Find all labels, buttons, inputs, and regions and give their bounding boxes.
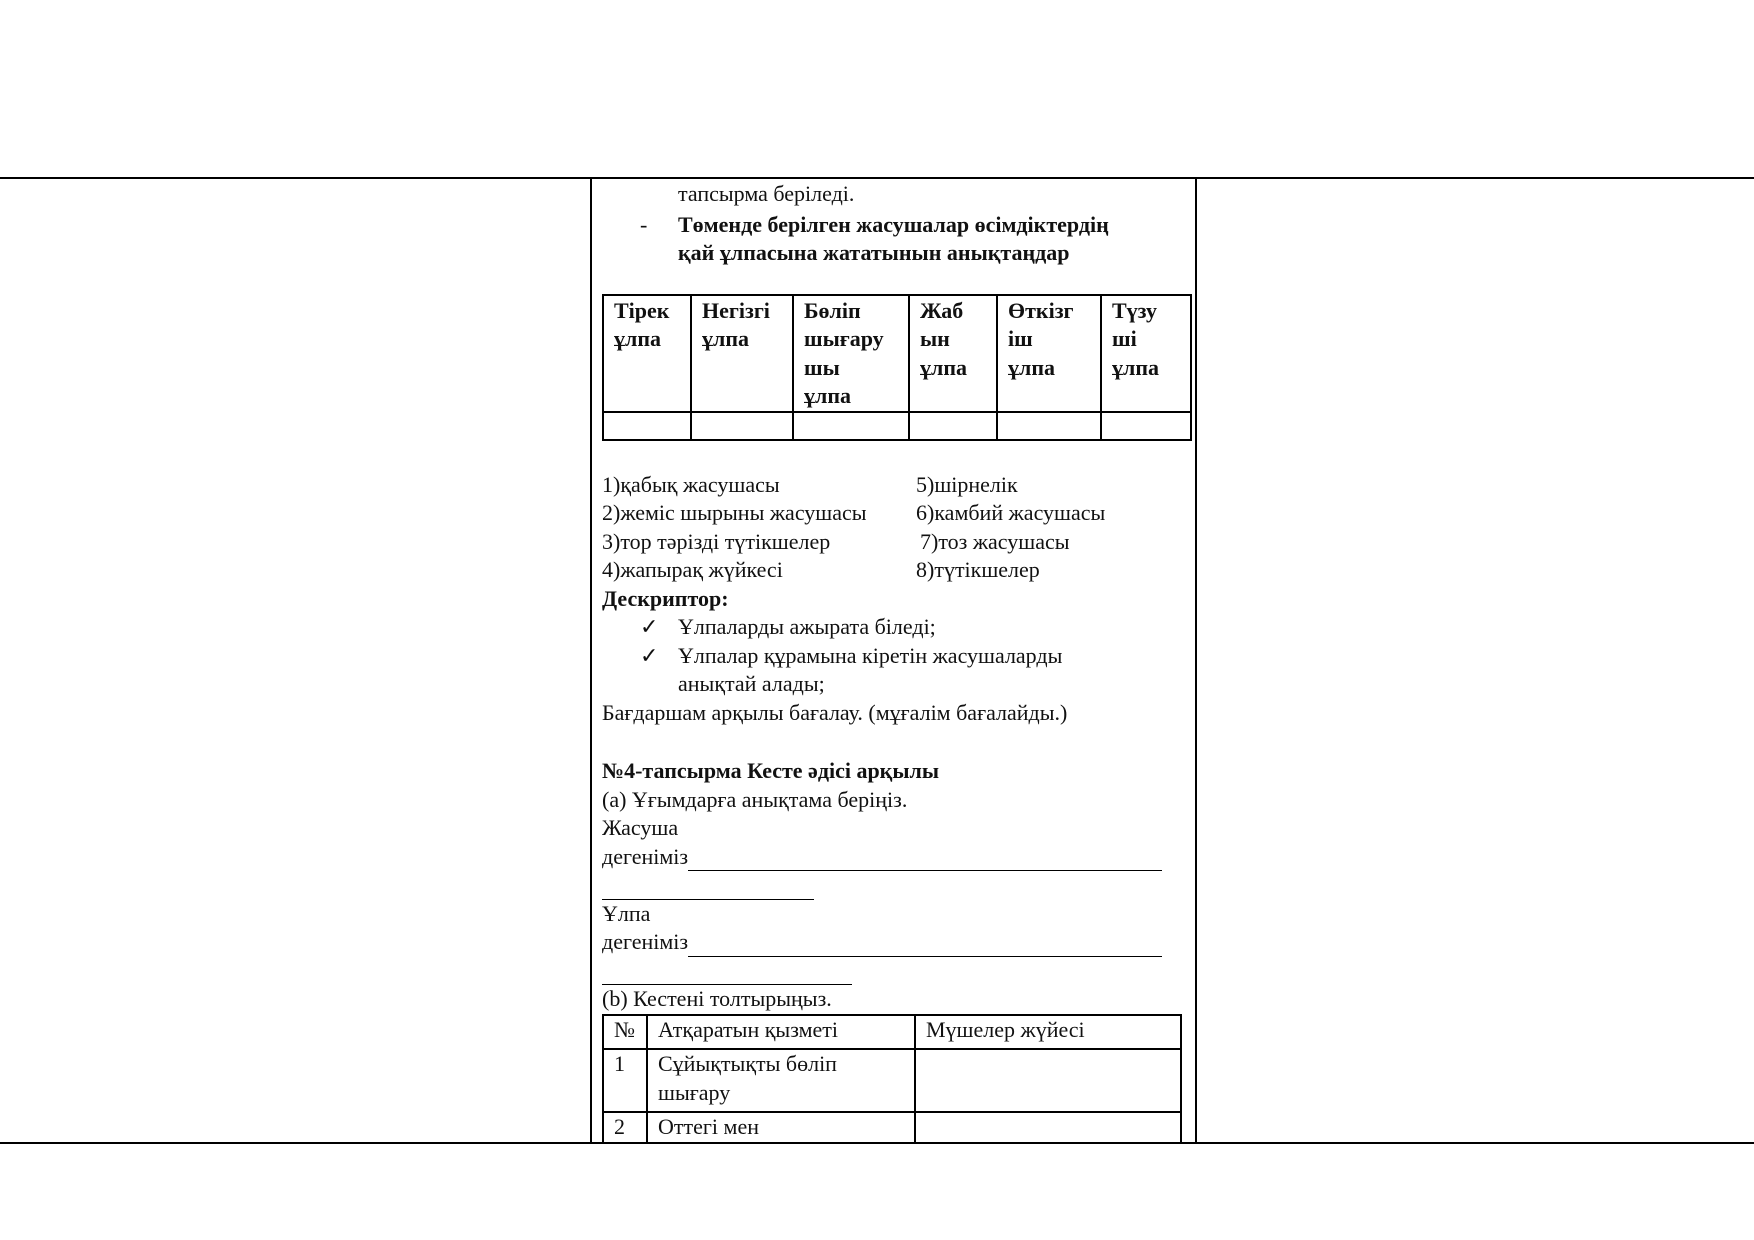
tissue-header-text: ұлпа [614,326,662,351]
tissue-header-text: ын [920,326,950,351]
cell-term: Жасуша [602,815,679,840]
lesson-cell [602,180,1192,1142]
function-header-row [603,1015,1181,1050]
descriptor-item-line: анықтай алады; [678,671,825,696]
tissue-answer-cell[interactable] [793,412,909,440]
tissue-header-row [603,295,1191,412]
option-item: 6)камбий жасушасы [916,500,1106,525]
tissue-header-text: шы [804,354,840,380]
option-item: 3)тор тәрізді түтікшелер [602,528,831,554]
function-row [603,1112,1181,1142]
answer-blank[interactable] [602,875,814,900]
tissue-header-text: Негізгі [702,297,770,323]
function-row-system[interactable] [915,1049,1181,1112]
tissue-header-support [603,295,691,412]
option-item: 4)жапырақ жүйкесі [602,557,783,582]
task4-part-a: (а) Ұғымдарға анықтама беріңіз. [602,786,908,812]
descriptor-heading: Дескриптор: [602,585,729,611]
tissue-answer-cell[interactable] [997,412,1101,440]
tissue-header-text: ұлпа [804,383,852,408]
function-header-num: № [603,1015,647,1050]
column-divider-left [590,177,592,1143]
descriptor-item [602,613,1192,642]
function-row-line: шығару [658,1079,731,1105]
option-item: 1)қабық жасушасы [602,471,780,497]
answer-blank[interactable] [602,960,852,985]
tissue-header-meristem [1101,295,1191,412]
table-top-border [0,177,1754,179]
tissue-table [602,294,1192,441]
tissue-definition-line-2 [602,957,1192,986]
tissue-header-conductive [997,295,1101,412]
instruction-line-1: Төменде берілген жасушалар өсімдіктердің [678,211,1109,237]
function-header-function: Атқаратын қызметі [647,1015,915,1050]
function-row-function [647,1112,915,1142]
function-row-line: Оттегі мен [658,1114,759,1139]
function-row [603,1049,1181,1112]
option-item: 5)шірнелік [916,471,1018,497]
tissue-header-text: Бөліп [804,297,861,323]
instruction-line-2: қай ұлпасына жататынын анықтаңдар [678,240,1070,265]
tissue-answer-cell[interactable] [1101,412,1191,440]
defined-as-label: дегеніміз [602,929,689,954]
checkmark-icon: ✓ [640,642,659,668]
tissue-header-text: Тірек [614,297,670,323]
option-row [602,471,1192,500]
tissue-answer-cell[interactable] [603,412,691,440]
option-item: 8)түтікшелер [916,557,1040,582]
option-row [602,499,1192,528]
option-item: 7)тоз жасушасы [920,528,1070,554]
tissue-header-text: ұлпа [702,326,750,351]
tissue-answer-row [603,412,1191,440]
function-row-num: 1 [603,1049,647,1112]
column-divider-right [1195,177,1197,1143]
tissue-header-text: ұлпа [1112,354,1160,380]
option-row [602,528,1192,557]
tissue-header-ground [691,295,793,412]
task4-title: №4-тапсырма Кесте әдісі арқылы [602,758,940,783]
tissue-header-text: ұлпа [920,354,968,380]
function-row-line: Сұйықтықты бөліп [658,1051,837,1076]
tissue-header-text: Түзу [1112,297,1158,323]
intro-line: тапсырма беріледі. [678,181,855,206]
checkmark-icon: ✓ [640,614,659,639]
descriptor-item-text [678,642,1062,699]
descriptor-item-text: Ұлпаларды ажырата біледі; [678,614,936,639]
tissue-definition-line [602,928,1192,957]
option-item: 2)жеміс шырыны жасушасы [602,500,867,525]
cell-definition-line [602,843,1192,872]
function-row-function [647,1049,915,1112]
tissue-header-text: ұлпа [1008,354,1056,380]
function-header-system: Мүшелер жүйесі [915,1015,1181,1050]
tissue-term: Ұлпа [602,900,651,926]
tissue-header-secretory [793,295,909,412]
descriptor-item-line: Ұлпалар құрамына кіретін жасушаларды [678,642,1063,668]
function-table [602,1014,1182,1143]
tissue-header-covering [909,295,997,412]
function-row-system[interactable] [915,1112,1181,1142]
assessment-note: Бағдаршам арқылы бағалау. (мұғалім бағалайды.) [602,699,1068,725]
function-row-num: 2 [603,1112,647,1142]
option-row [602,556,1192,585]
tissue-header-text: ші [1112,326,1137,351]
instruction [602,211,1192,268]
table-bottom-border [0,1142,1754,1144]
tissue-header-text: іш [1008,326,1033,351]
tissue-header-text: шығару [804,326,884,351]
cell-options-list [602,471,1192,585]
descriptor-item [602,642,1192,699]
defined-as-label: дегеніміз [602,843,689,869]
instruction-text [678,211,1109,268]
task4-part-b: (b) Кестені толтырыңыз. [602,986,832,1011]
tissue-header-text: Өткізг [1008,297,1074,323]
tissue-header-text: Жаб [920,297,964,323]
instruction-bullet: - [640,211,648,237]
tissue-answer-cell[interactable] [909,412,997,440]
cell-definition-line-2 [602,871,1192,900]
tissue-answer-cell[interactable] [691,412,793,440]
